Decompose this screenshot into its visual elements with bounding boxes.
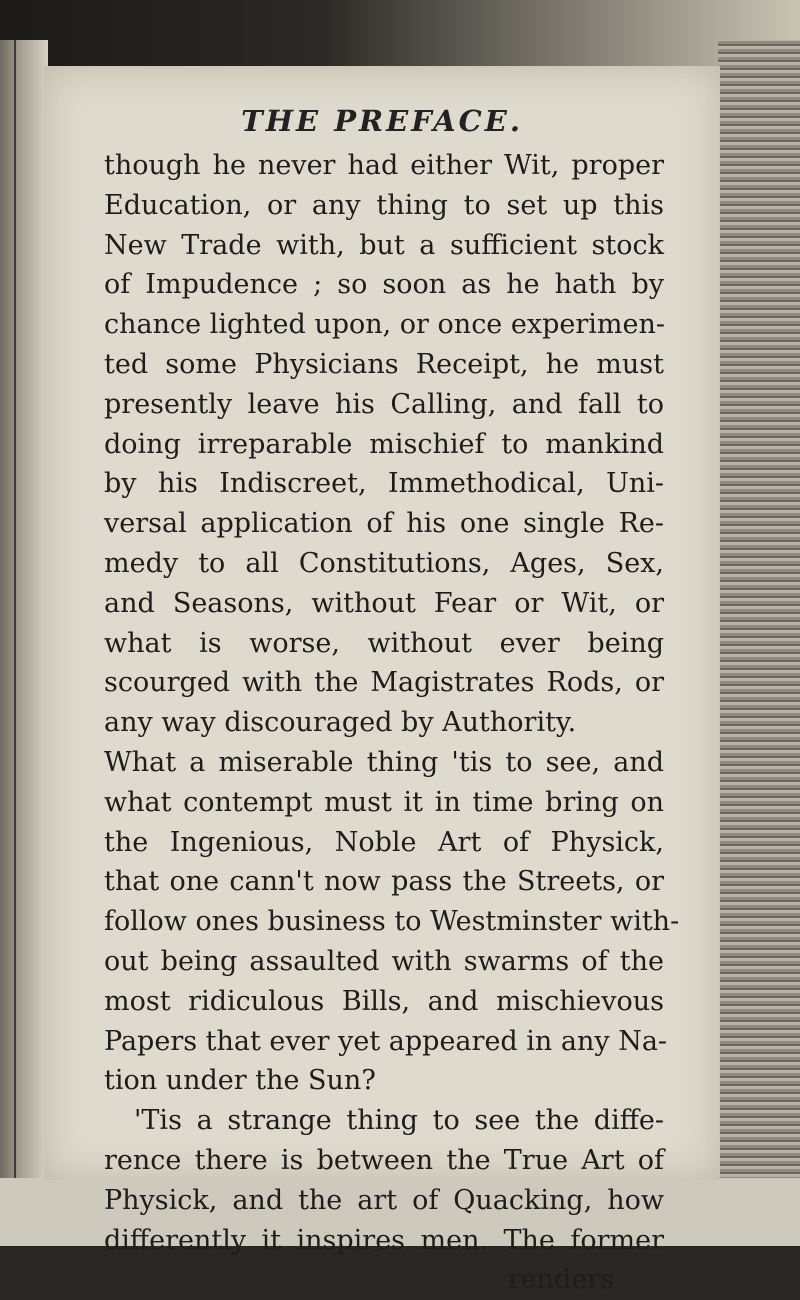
text-line: versal application of his one single Re- — [104, 508, 664, 540]
text-line: follow ones business to Westminster with- — [104, 906, 680, 938]
text-line: New Trade with, but a sufficient stock — [104, 229, 664, 261]
text-line: and Seasons, without Fear or Wit, or — [104, 587, 664, 619]
text-line: rence there is between the True Art of — [104, 1144, 664, 1176]
right-page-stack — [718, 40, 800, 1180]
text-line: doing irreparable mischief to mankind — [104, 428, 664, 460]
text-line: of Impudence ; so soon as he hath by — [104, 269, 664, 301]
text-line: what is worse, without ever being — [104, 627, 664, 659]
text-line: chance lighted upon, or once experimen- — [104, 309, 665, 341]
text-line: renders — [507, 1264, 614, 1296]
text-line: what contempt must it in time bring on — [104, 786, 664, 818]
text-line: the Ingenious, Noble Art of Physick, — [104, 826, 664, 858]
left-book-edge — [0, 40, 48, 1180]
text-line: by his Indiscreet, Immethodical, Uni- — [104, 468, 664, 500]
text-line: out being assaulted with swarms of the — [104, 945, 664, 977]
text-line: tion under the Sun? — [104, 1065, 376, 1097]
text-line: scourged with the Magistrates Rods, or — [104, 667, 664, 699]
text-line: Papers that ever yet appeared in any Na- — [104, 1025, 668, 1057]
book-page — [44, 66, 720, 1296]
running-head: THE PREFACE. — [241, 104, 523, 138]
text-line: any way discouraged by Authority. — [104, 707, 577, 739]
text-line: that one cann't now pass the Streets, or — [104, 866, 664, 898]
text-line: differently it inspires men. The former — [104, 1224, 664, 1256]
text-line: Education, or any thing to set up this — [104, 189, 664, 221]
body-text — [104, 146, 680, 1300]
text-line: Physick, and the art of Quacking, how — [104, 1184, 664, 1216]
text-line: ted some Physicians Receipt, he must — [104, 348, 664, 380]
text-line: 'Tis a strange thing to see the diffe- — [134, 1105, 664, 1137]
text-line: presently leave his Calling, and fall to — [104, 388, 664, 420]
text-line: medy to all Constitutions, Ages, Sex, — [104, 547, 664, 579]
text-line: most ridiculous Bills, and mischievous — [104, 985, 664, 1017]
text-line: What a miserable thing 'tis to see, and — [104, 746, 664, 778]
text-line: though he never had either Wit, proper — [104, 150, 664, 181]
